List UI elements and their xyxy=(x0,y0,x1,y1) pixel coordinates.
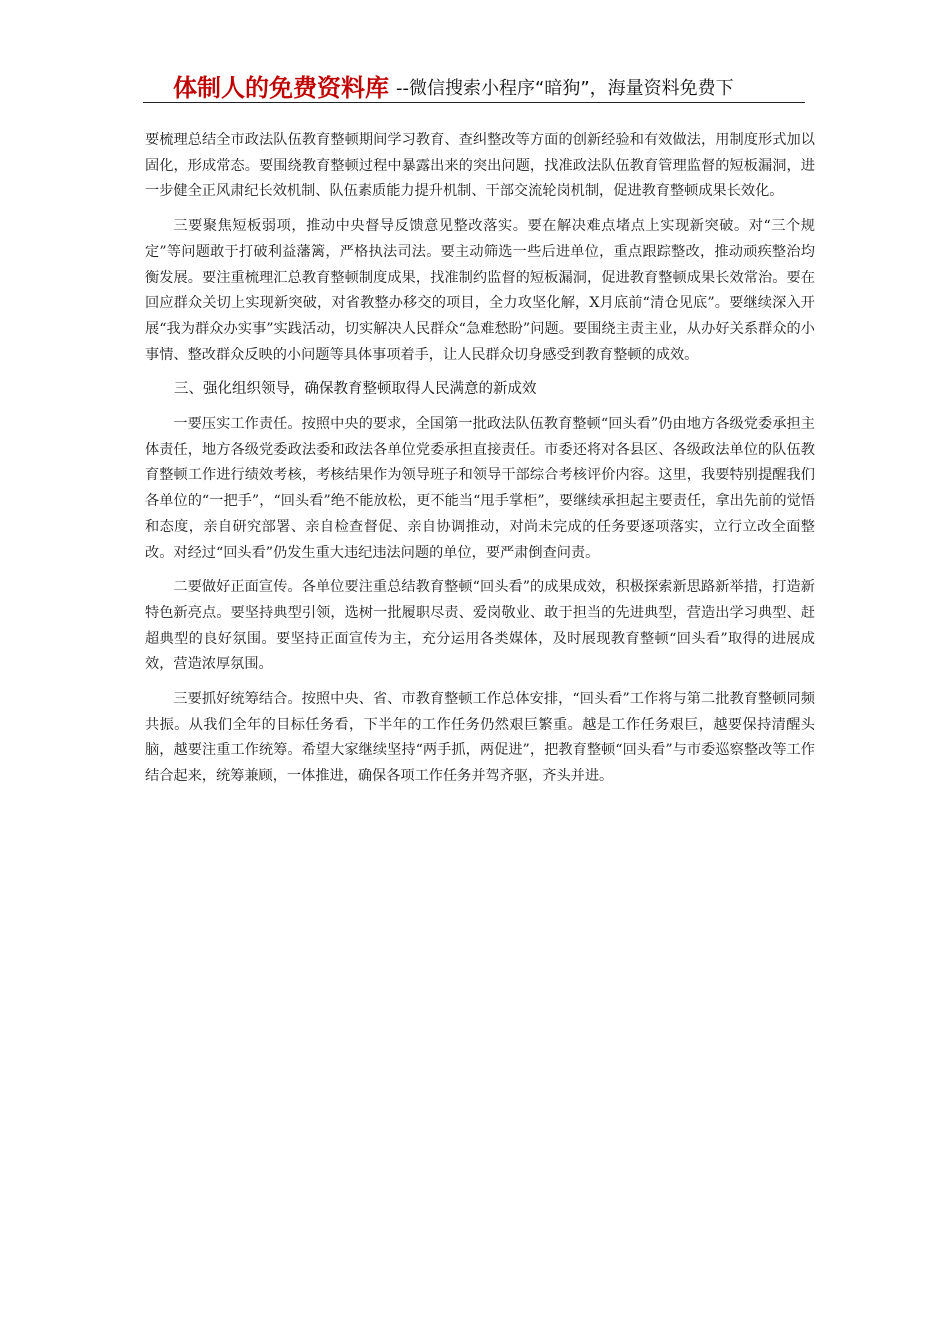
section-heading-3: 三、强化组织领导，确保教育整顿取得人民满意的新成效 xyxy=(174,381,537,398)
paragraph-3: 一要压实工作责任。按照中央的要求，全国第一批政法队伍教育整顿“回头看”仍由地方各级党委承担主体责任，地方各级党委政法委和政法各单位党委承担直接责任。市委还将对各县区、各级政法单位的队伍教育整顿工作进行绩效考核，考核结果作为领导班子和领导干部综合考核评价内容。这里，我要特别提醒我们各单位的“一把手”，“回头看”绝不能放松，更不能当“甩手掌柜”，要继续承担起主要责任，拿出先前的觉悟和态度，亲自研究部署、亲自检查督促、亲自协调推动，对尚未完成的任务要逐项落实，立行立改全面整改。对经过“回头看”仍发生重大违纪违法问题的单位，要严肃倒查问责。 xyxy=(145,416,815,561)
paragraph-4: 二要做好正面宣传。各单位要注重总结教育整顿“回头看”的成果成效，积极探索新思路新举措，打造新特色新亮点。要坚持典型引领，选树一批履职尽责、爱岗敬业、敢于担当的先进典型，营造出学习典型、赶超典型的良好氛围。要坚持正面宣传为主，充分运用各类媒体，及时展现教育整顿“回头看”取得的进展成效，营造浓厚氛围。 xyxy=(145,579,815,673)
document-body xyxy=(145,128,815,799)
paragraph-5: 三要抓好统筹结合。按照中央、省、市教育整顿工作总体安排，“回头看”工作将与第二批教育整顿同频共振。从我们全年的目标任务看，下半年的工作任务仍然艰巨繁重。越是工作任务艰巨，越要保持清醒头脑，越要注重工作统筹。希望大家继续坚持“两手抓，两促进”，把教育整顿“回头看”与市委巡察整改等工作结合起来，统筹兼顾，一体推进，确保各项工作任务并驾齐驱，齐头并进。 xyxy=(145,691,815,785)
header-brand: 体制人的免费资料库 xyxy=(173,74,389,102)
page-header xyxy=(143,66,805,103)
header-slogan: --微信搜索小程序“暗狗”，海量资料免费下 xyxy=(396,78,734,99)
paragraph-2: 三要聚焦短板弱项，推动中央督导反馈意见整改落实。要在解决难点堵点上实现新突破。对“三个规定”等问题敢于打破利益藩篱，严格执法司法。要主动筛选一些后进单位，重点跟踪整改，推动顽疾整治均衡发展。要注重梳理汇总教育整顿制度成果，找准制约监督的短板漏洞，促进教育整顿成果长效常治。要在回应群众关切上实现新突破，对省教整办移交的项目，全力攻坚化解，X月底前“清仓见底”。要继续深入开展“我为群众办实事”实践活动，切实解决人民群众“急难愁盼”问题。要围绕主责主业，从办好关系群众的小事情、整改群众反映的小问题等具体事项着手，让人民群众切身感受到教育整顿的成效。 xyxy=(145,218,815,363)
paragraph-1: 要梳理总结全市政法队伍教育整顿期间学习教育、查纠整改等方面的创新经验和有效做法，用制度形式加以固化，形成常态。要围绕教育整顿过程中暴露出来的突出问题，找准政法队伍教育管理监督的短板漏洞，进一步健全正风肃纪长效机制、队伍素质能力提升机制、干部交流轮岗机制，促进教育整顿成果长效化。 xyxy=(145,132,815,200)
